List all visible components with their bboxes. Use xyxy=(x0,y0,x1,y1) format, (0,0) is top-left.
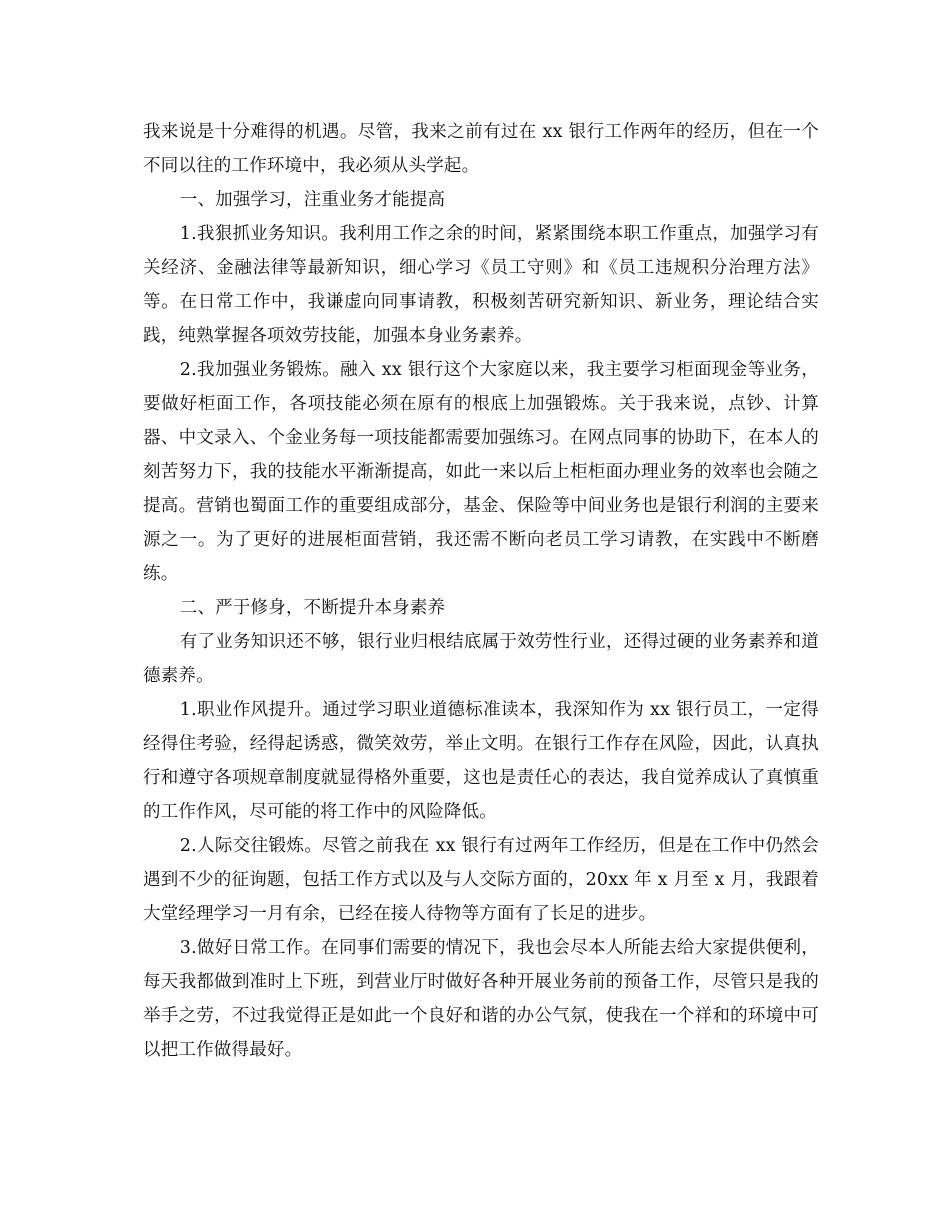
section-heading-cultivation: 二、严于修身，不断提升本身素养 xyxy=(179,598,446,618)
paragraph-service-industry: 有了业务知识还不够，银行业归根结底属于效劳性行业，还得过硬的业务素养和道德素养。 xyxy=(143,632,819,686)
paragraph-business-training: 2.我加强业务锻炼。融入 xx 银行这个大家庭以来，我主要学习柜面现金等业务，要做好柜面工作，各项技能必须在原有的根底上加强锻炼。关于我来说，点钞、计算器、中文录入、个金业务每一项技能都需要加强练习。在网点同事的协助下，在本人的刻苦努力下，我的技能水平渐渐提高，如此一来以后上柜柜面办理业务的效率也会随之提高。营销也蜀面工作的重要组成部分，基金、保险等中间业务也是银行利润的主要来源之一。为了更好的进展柜面营销，我还需不断向老员工学习请教，在实践中不断磨练。 xyxy=(143,360,819,584)
paragraph-business-knowledge: 1.我狠抓业务知识。我利用工作之余的时间，紧紧围绕本职工作重点，加强学习有关经济、金融法律等最新知识，细心学习《员工守则》和《员工违规积分治理方法》等。在日常工作中，我谦虚向同事请教，积极刻苦研究新知识、新业务，理论结合实践，纯熟掌握各项效劳技能，加强本身业务素养。 xyxy=(143,224,819,346)
paragraph-interpersonal: 2.人际交往锻炼。尽管之前我在 xx 银行有过两年工作经历，但是在工作中仍然会遇到不少的征询题，包括工作方式以及与人交际方面的，20xx 年 x 月至 x 月，我跟着大堂经理学习一月有余，已经在接人待物等方面有了长足的进步。 xyxy=(143,836,819,924)
paragraph-daily-work: 3.做好日常工作。在同事们需要的情况下，我也会尽本人所能去给大家提供便利，每天我都做到准时上下班，到营业厅时做好各种开展业务前的预备工作，尽管只是我的举手之劳，不过我觉得正是如此一个良好和谐的办公气氛，使我在一个祥和的环境中可以把工作做得最好。 xyxy=(143,938,819,1060)
paragraph-continuation: 我来说是十分难得的机遇。尽管，我来之前有过在 xx 银行工作两年的经历，但在一个不同以往的工作环境中，我必须从头学起。 xyxy=(143,122,819,176)
paragraph-work-style: 1.职业作风提升。通过学习职业道德标准读本，我深知作为 xx 银行员工，一定得经得住考验，经得起诱惑，微笑效劳，举止文明。在银行工作存在风险，因此，认真执行和遵守各项规章制度就显得格外重要，这也是责任心的表达，我自觉养成认了真慎重的工作作风，尽可能的将工作中的风险降低。 xyxy=(143,700,819,822)
document-body xyxy=(143,115,819,1067)
section-heading-study: 一、加强学习，注重业务才能提高 xyxy=(179,190,446,210)
